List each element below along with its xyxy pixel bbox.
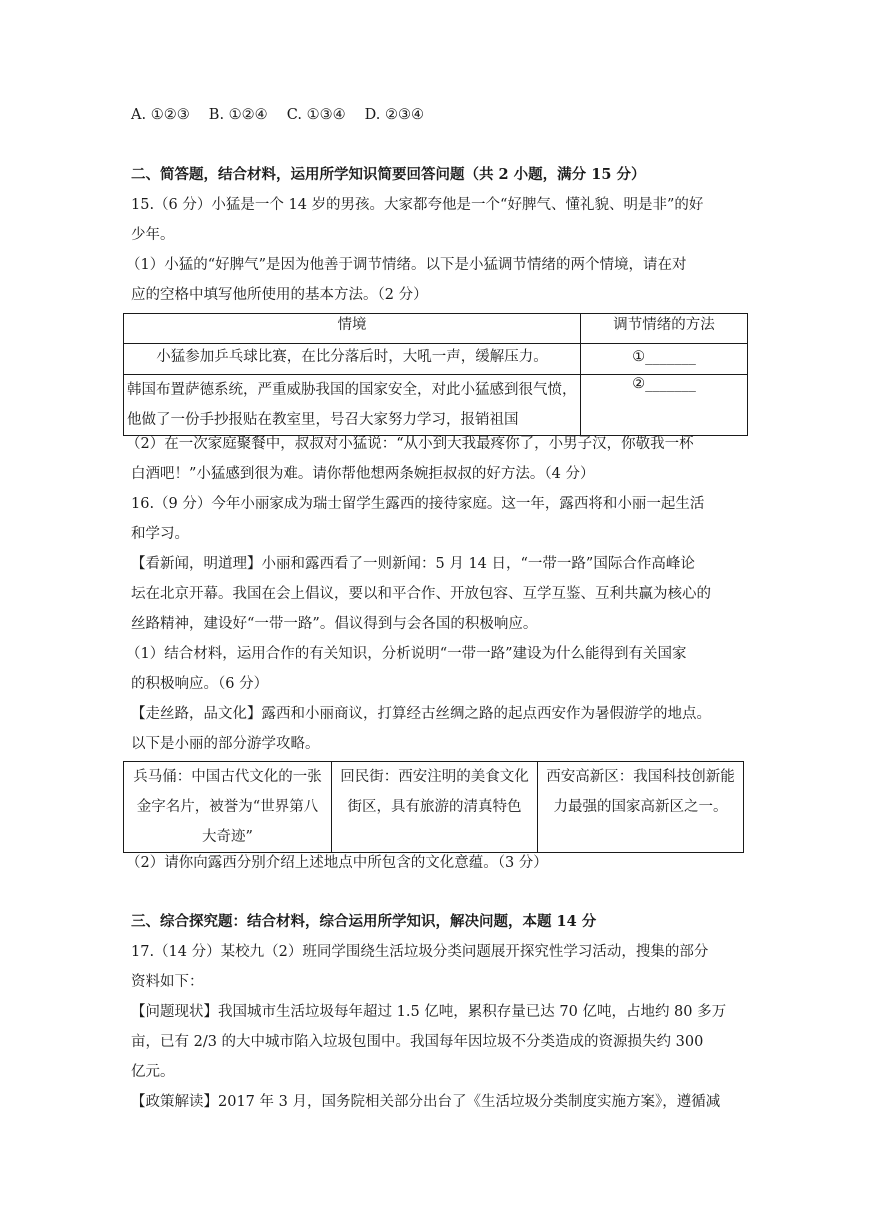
q17-status-line2: 亩，已有 2/3 的大中城市陷入垃圾包围中。我国每年因垃圾不分类造成的资源损失约 300: [131, 1034, 704, 1050]
table-row: [124, 762, 744, 853]
q16-news-line1: 【看新闻，明道理】小丽和露西看了一则新闻：5 月 14 日，“一带一路”国际合作高峰论: [131, 556, 695, 572]
q16-news-line2: 坛在北京开幕。我国在会上倡议，要以和平合作、开放包容、互学互鉴、互利共赢为核心的: [131, 586, 711, 602]
q15-sub1-line1: （1）小猛的“好脾气”是因为他善于调节情绪。以下是小猛调节情绪的两个情境，请在对: [126, 257, 687, 273]
travel-guide-table: [123, 761, 744, 853]
emotion-method-table: [123, 313, 748, 436]
table-header-row: [124, 314, 748, 344]
section3-heading: 三、综合探究题：结合材料，综合运用所学知识，解决问题，本题 14 分: [131, 913, 597, 930]
table-row: [124, 375, 748, 436]
q15-line2: 少年。: [131, 227, 175, 243]
q17-status-line1: 【问题现状】我国城市生活垃圾每年超过 1.5 亿吨，累积存量已达 70 亿吨，占地约 80 多万: [131, 1004, 727, 1020]
q17-status-line3: 亿元。: [131, 1064, 175, 1080]
table-row: [124, 344, 748, 375]
header-method: 调节情绪的方法: [581, 314, 748, 344]
q15-sub2-line1: （2）在一次家庭聚餐中，叔叔对小猛说：“从小到大我最疼你了，小男子汉，你敬我一杯: [126, 436, 694, 452]
row2-scene: 韩国布置萨德系统，严重威胁我国的国家安全，对此小猛感到很气愤，他做了一份手抄报贴在教室里，号召大家努力学习，报销祖国: [127, 382, 577, 428]
section2-heading: 二、简答题，结合材料，运用所学知识简要回答问题（共 2 小题，满分 15 分）: [131, 166, 646, 183]
q16-line2: 和学习。: [131, 526, 189, 542]
q16-silk-line2: 以下是小丽的部分游学攻略。: [131, 736, 320, 752]
q17-line1: 17.（14 分）某校九（2）班同学围绕生活垃圾分类问题展开探究性学习活动，搜集的部分: [131, 944, 709, 960]
q16-silk-line1: 【走丝路，品文化】露西和小丽商议，打算经古丝绸之路的起点西安作为暑假游学的地点。: [131, 706, 711, 722]
row1-method-blank: ①_______: [581, 344, 748, 375]
q15-line1: 15.（6 分）小猛是一个 14 岁的男孩。大家都夸他是一个“好脾气、懂礼貌、明是非”的好: [131, 197, 704, 213]
q15-sub1-line2: 应的空格中填写他所使用的基本方法。（2 分）: [131, 287, 428, 303]
q15-sub2-line2: 白酒吧！”小猛感到很为难。请你帮他想两条婉拒叔叔的好方法。（4 分）: [131, 466, 595, 482]
terracotta-cell: 兵马俑：中国古代文化的一张金字名片，被誉为“世界第八大奇迹”: [133, 769, 322, 845]
header-scene: 情境: [124, 314, 581, 344]
q16-sub1-line1: （1）结合材料，运用合作的有关知识，分析说明“一带一路”建设为什么能得到有关国家: [126, 646, 687, 662]
answer-options: A. ①②③ B. ①②④ C. ①③④ D. ②③④: [131, 107, 425, 123]
hitech-zone-cell: 西安高新区：我国科技创新能力最强的国家高新区之一。: [546, 769, 735, 815]
q16-news-line3: 丝路精神，建设好“一带一路”。倡议得到与会各国的积极响应。: [131, 616, 538, 632]
q17-policy-line1: 【政策解读】2017 年 3 月，国务院相关部分出台了《生活垃圾分类制度实施方案》，遵循减: [131, 1094, 721, 1110]
q16-sub1-line2: 的积极响应。（6 分）: [131, 676, 269, 692]
q16-sub2: （2）请你向露西分别介绍上述地点中所包含的文化意蕴。（3 分）: [126, 855, 548, 871]
row2-method-blank: ②_______: [581, 375, 748, 436]
muslim-street-cell: 回民街：西安注明的美食文化街区，具有旅游的清真特色: [340, 769, 529, 815]
q17-line2: 资料如下：: [131, 974, 204, 990]
q16-line1: 16.（9 分）今年小丽家成为瑞士留学生露西的接待家庭。这一年，露西将和小丽一起生活: [131, 496, 705, 512]
row1-scene: 小猛参加乒乓球比赛，在比分落后时，大吼一声，缓解压力。: [124, 344, 581, 375]
